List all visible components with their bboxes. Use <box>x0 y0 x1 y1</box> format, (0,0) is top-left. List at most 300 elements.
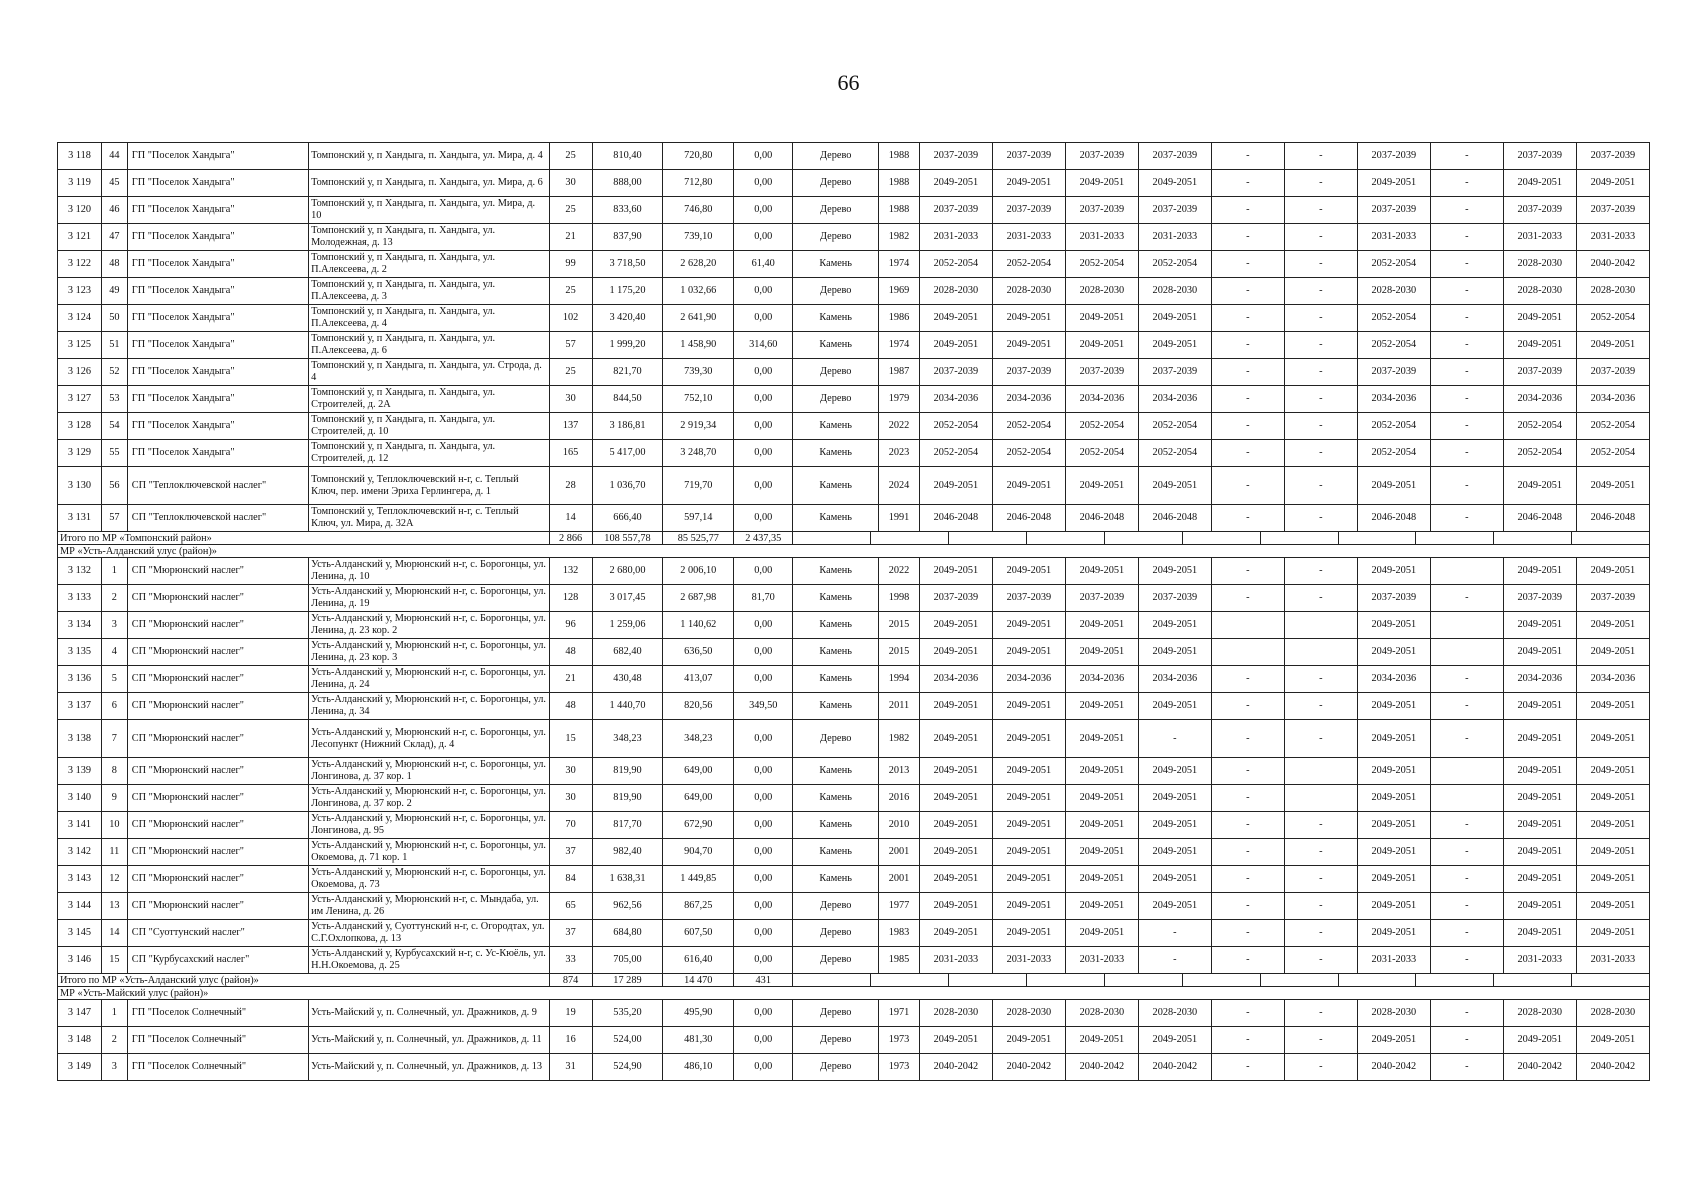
cell-repair-period-9: 2028-2030 <box>1503 251 1576 278</box>
cell-living-area: 348,23 <box>663 720 734 758</box>
cell-repair-period-5: - <box>1211 1000 1284 1027</box>
cell-item-number: 57 <box>102 505 128 532</box>
cell-repair-period-6 <box>1284 785 1357 812</box>
page-number: 66 <box>837 70 860 95</box>
cell-row-number: 3 140 <box>58 785 102 812</box>
cell-row-number: 3 138 <box>58 720 102 758</box>
cell-organization: ГП "Поселок Солнечный" <box>127 1027 308 1054</box>
cell-repair-period-3: 2031-2033 <box>1065 224 1138 251</box>
cell-repair-period-5: - <box>1211 758 1284 785</box>
cell-repair-period-5: - <box>1211 812 1284 839</box>
cell-repair-period-2: 2037-2039 <box>992 359 1065 386</box>
cell-wall-material: Камень <box>793 251 879 278</box>
cell-address: Томпонский у, п Хандыга, п. Хандыга, ул. П.Алексеева, д. 3 <box>309 278 549 305</box>
cell-repair-period-6: - <box>1284 224 1357 251</box>
cell-repair-period-3: 2049-2051 <box>1065 920 1138 947</box>
cell-repair-period-7: 2031-2033 <box>1357 947 1430 974</box>
cell-organization: СП "Мюрюнский наслег" <box>127 612 308 639</box>
cell-row-number: 3 130 <box>58 467 102 505</box>
cell-repair-period-2: 2052-2054 <box>992 413 1065 440</box>
cell-residents: 70 <box>549 812 592 839</box>
cell-repair-period-8: - <box>1430 666 1503 693</box>
cell-wall-material: Камень <box>793 332 879 359</box>
section-header-row <box>58 545 1650 558</box>
cell-repair-period-7: 2052-2054 <box>1357 332 1430 359</box>
cell-total-area: 5 417,00 <box>592 440 663 467</box>
cell-year-built: 1983 <box>879 920 920 947</box>
cell-repair-period-10: 2034-2036 <box>1576 386 1649 413</box>
cell-organization: СП "Теплоключевской наслег" <box>127 505 308 532</box>
cell-repair-period-9: 2049-2051 <box>1503 558 1576 585</box>
cell-repair-period-3: 2049-2051 <box>1065 170 1138 197</box>
section-title: МР «Усть-Майский улус (район)» <box>58 987 1650 1000</box>
cell-year-built: 1973 <box>879 1027 920 1054</box>
cell-repair-period-2: 2034-2036 <box>992 666 1065 693</box>
cell-repair-period-1: 2049-2051 <box>919 332 992 359</box>
subtotal-value: 14 470 <box>663 974 734 987</box>
cell-repair-period-6: - <box>1284 170 1357 197</box>
table-row <box>58 785 1650 812</box>
cell-repair-period-1: 2046-2048 <box>919 505 992 532</box>
cell-repair-period-7: 2049-2051 <box>1357 720 1430 758</box>
cell-living-area: 636,50 <box>663 639 734 666</box>
cell-address: Томпонский у, п Хандыга, п. Хандыга, ул. Строителей, д. 12 <box>309 440 549 467</box>
cell-repair-period-1: 2052-2054 <box>919 251 992 278</box>
cell-repair-period-5: - <box>1211 666 1284 693</box>
cell-repair-period-5: - <box>1211 693 1284 720</box>
cell-non-living-area: 0,00 <box>734 785 793 812</box>
cell-row-number: 3 134 <box>58 612 102 639</box>
subtotal-value: 17 289 <box>592 974 663 987</box>
cell-repair-period-5: - <box>1211 720 1284 758</box>
cell-repair-period-6: - <box>1284 812 1357 839</box>
cell-repair-period-6: - <box>1284 467 1357 505</box>
cell-living-area: 495,90 <box>663 1000 734 1027</box>
cell-item-number: 1 <box>102 1000 128 1027</box>
cell-address: Усть-Алданский у, Мюрюнский н-г, с. Борогонцы, ул. Окоемова, д. 71 кор. 1 <box>309 839 549 866</box>
cell-repair-period-2: 2049-2051 <box>992 639 1065 666</box>
cell-address: Усть-Алданский у, Мюрюнский н-г, с. Борогонцы, ул. Лесопункт (Нижний Склад), д. 4 <box>309 720 549 758</box>
cell-residents: 15 <box>549 720 592 758</box>
subtotal-value: 431 <box>734 974 793 987</box>
cell-repair-period-7: 2040-2042 <box>1357 1054 1430 1081</box>
cell-repair-period-8: - <box>1430 920 1503 947</box>
cell-repair-period-10: 2046-2048 <box>1576 505 1649 532</box>
cell-repair-period-4: 2037-2039 <box>1138 143 1211 170</box>
cell-total-area: 3 017,45 <box>592 585 663 612</box>
cell-total-area: 524,90 <box>592 1054 663 1081</box>
cell-repair-period-6: - <box>1284 1054 1357 1081</box>
cell-repair-period-3: 2052-2054 <box>1065 251 1138 278</box>
cell-repair-period-3: 2049-2051 <box>1065 1027 1138 1054</box>
cell-repair-period-6: - <box>1284 693 1357 720</box>
cell-wall-material: Дерево <box>793 224 879 251</box>
cell-organization: СП "Суоттунский наслег" <box>127 920 308 947</box>
cell-total-area: 1 175,20 <box>592 278 663 305</box>
cell-address: Усть-Алданский у, Мюрюнский н-г, с. Борогонцы, ул. Окоемова, д. 73 <box>309 866 549 893</box>
cell-repair-period-7: 2028-2030 <box>1357 278 1430 305</box>
cell-row-number: 3 147 <box>58 1000 102 1027</box>
cell-repair-period-7: 2037-2039 <box>1357 359 1430 386</box>
cell-repair-period-2: 2031-2033 <box>992 947 1065 974</box>
cell-repair-period-8: - <box>1430 866 1503 893</box>
cell-year-built: 2015 <box>879 612 920 639</box>
cell-item-number: 9 <box>102 785 128 812</box>
cell-item-number: 7 <box>102 720 128 758</box>
cell-row-number: 3 120 <box>58 197 102 224</box>
cell-row-number: 3 123 <box>58 278 102 305</box>
cell-item-number: 13 <box>102 893 128 920</box>
cell-repair-period-9: 2049-2051 <box>1503 720 1576 758</box>
cell-residents: 33 <box>549 947 592 974</box>
cell-repair-period-3: 2040-2042 <box>1065 1054 1138 1081</box>
cell-repair-period-1: 2049-2051 <box>919 785 992 812</box>
cell-living-area: 867,25 <box>663 893 734 920</box>
cell-non-living-area: 0,00 <box>734 467 793 505</box>
cell-repair-period-5: - <box>1211 947 1284 974</box>
cell-repair-period-7: 2034-2036 <box>1357 386 1430 413</box>
cell-repair-period-4: 2049-2051 <box>1138 866 1211 893</box>
cell-repair-period-9: 2037-2039 <box>1503 197 1576 224</box>
cell-non-living-area: 0,00 <box>734 359 793 386</box>
cell-total-area: 888,00 <box>592 170 663 197</box>
cell-row-number: 3 137 <box>58 693 102 720</box>
cell-residents: 19 <box>549 1000 592 1027</box>
cell-repair-period-8: - <box>1430 720 1503 758</box>
cell-repair-period-1: 2049-2051 <box>919 866 992 893</box>
cell-organization: ГП "Поселок Хандыга" <box>127 359 308 386</box>
cell-row-number: 3 144 <box>58 893 102 920</box>
cell-repair-period-2: 2049-2051 <box>992 467 1065 505</box>
cell-total-area: 2 680,00 <box>592 558 663 585</box>
table-row <box>58 639 1650 666</box>
cell-non-living-area: 0,00 <box>734 1027 793 1054</box>
cell-repair-period-6: - <box>1284 920 1357 947</box>
cell-organization: СП "Теплоключевской наслег" <box>127 467 308 505</box>
cell-item-number: 11 <box>102 839 128 866</box>
cell-wall-material: Дерево <box>793 197 879 224</box>
cell-wall-material: Дерево <box>793 359 879 386</box>
cell-repair-period-2: 2037-2039 <box>992 585 1065 612</box>
cell-repair-period-7: 2049-2051 <box>1357 920 1430 947</box>
cell-residents: 25 <box>549 359 592 386</box>
cell-repair-period-8: - <box>1430 359 1503 386</box>
cell-wall-material: Дерево <box>793 1027 879 1054</box>
cell-repair-period-4: 2049-2051 <box>1138 332 1211 359</box>
cell-repair-period-7: 2037-2039 <box>1357 197 1430 224</box>
cell-row-number: 3 124 <box>58 305 102 332</box>
cell-repair-period-2: 2049-2051 <box>992 785 1065 812</box>
cell-repair-period-3: 2046-2048 <box>1065 505 1138 532</box>
cell-repair-period-4: - <box>1138 920 1211 947</box>
cell-repair-period-2: 2040-2042 <box>992 1054 1065 1081</box>
cell-repair-period-3: 2052-2054 <box>1065 440 1138 467</box>
cell-repair-period-7: 2049-2051 <box>1357 693 1430 720</box>
cell-repair-period-3: 2049-2051 <box>1065 693 1138 720</box>
cell-repair-period-2: 2031-2033 <box>992 224 1065 251</box>
cell-living-area: 752,10 <box>663 386 734 413</box>
cell-repair-period-4: 2046-2048 <box>1138 505 1211 532</box>
cell-repair-period-3: 2037-2039 <box>1065 197 1138 224</box>
cell-organization: СП "Курбусахский наслег" <box>127 947 308 974</box>
cell-repair-period-3: 2049-2051 <box>1065 893 1138 920</box>
cell-repair-period-9: 2049-2051 <box>1503 1027 1576 1054</box>
cell-repair-period-4: 2028-2030 <box>1138 278 1211 305</box>
cell-year-built: 2022 <box>879 413 920 440</box>
cell-repair-period-9: 2034-2036 <box>1503 666 1576 693</box>
cell-living-area: 739,30 <box>663 359 734 386</box>
cell-repair-period-7: 2049-2051 <box>1357 639 1430 666</box>
cell-repair-period-1: 2049-2051 <box>919 758 992 785</box>
cell-wall-material: Камень <box>793 413 879 440</box>
table-row <box>58 866 1650 893</box>
cell-repair-period-9: 2049-2051 <box>1503 467 1576 505</box>
cell-repair-period-7: 2052-2054 <box>1357 251 1430 278</box>
cell-residents: 30 <box>549 785 592 812</box>
cell-repair-period-8 <box>1430 785 1503 812</box>
cell-residents: 128 <box>549 585 592 612</box>
cell-repair-period-5: - <box>1211 359 1284 386</box>
cell-non-living-area: 0,00 <box>734 1054 793 1081</box>
cell-address: Усть-Алданский у, Мюрюнский н-г, с. Мындаба, ул. им Ленина, д. 26 <box>309 893 549 920</box>
table-row <box>58 812 1650 839</box>
cell-repair-period-6: - <box>1284 359 1357 386</box>
cell-repair-period-10: 2049-2051 <box>1576 720 1649 758</box>
cell-repair-period-7: 2037-2039 <box>1357 585 1430 612</box>
cell-organization: СП "Мюрюнский наслег" <box>127 558 308 585</box>
cell-item-number: 1 <box>102 558 128 585</box>
cell-repair-period-8: - <box>1430 893 1503 920</box>
cell-repair-period-4: 2040-2042 <box>1138 1054 1211 1081</box>
cell-repair-period-2: 2028-2030 <box>992 1000 1065 1027</box>
cell-residents: 37 <box>549 839 592 866</box>
cell-repair-period-7: 2031-2033 <box>1357 224 1430 251</box>
cell-repair-period-5: - <box>1211 413 1284 440</box>
cell-living-area: 1 449,85 <box>663 866 734 893</box>
cell-repair-period-9: 2049-2051 <box>1503 866 1576 893</box>
cell-repair-period-10: 2052-2054 <box>1576 305 1649 332</box>
cell-row-number: 3 136 <box>58 666 102 693</box>
cell-total-area: 1 259,06 <box>592 612 663 639</box>
cell-living-area: 413,07 <box>663 666 734 693</box>
cell-repair-period-4: 2052-2054 <box>1138 440 1211 467</box>
cell-repair-period-10: 2037-2039 <box>1576 143 1649 170</box>
cell-repair-period-7: 2052-2054 <box>1357 413 1430 440</box>
cell-wall-material: Камень <box>793 612 879 639</box>
cell-repair-period-4: 2049-2051 <box>1138 467 1211 505</box>
cell-repair-period-9: 2049-2051 <box>1503 305 1576 332</box>
table-row <box>58 386 1650 413</box>
cell-year-built: 1973 <box>879 1054 920 1081</box>
cell-living-area: 739,10 <box>663 224 734 251</box>
cell-living-area: 672,90 <box>663 812 734 839</box>
cell-non-living-area: 0,00 <box>734 278 793 305</box>
cell-repair-period-7: 2049-2051 <box>1357 866 1430 893</box>
cell-address: Томпонский у, п Хандыга, п. Хандыга, ул. Молодежная, д. 13 <box>309 224 549 251</box>
cell-item-number: 52 <box>102 359 128 386</box>
cell-non-living-area: 0,00 <box>734 666 793 693</box>
cell-repair-period-6 <box>1284 758 1357 785</box>
cell-repair-period-1: 2049-2051 <box>919 305 992 332</box>
cell-repair-period-1: 2040-2042 <box>919 1054 992 1081</box>
cell-repair-period-4: 2037-2039 <box>1138 197 1211 224</box>
table-row <box>58 585 1650 612</box>
cell-repair-period-1: 2034-2036 <box>919 386 992 413</box>
cell-row-number: 3 121 <box>58 224 102 251</box>
cell-total-area: 3 718,50 <box>592 251 663 278</box>
cell-repair-period-8: - <box>1430 947 1503 974</box>
subtotal-label: Итого по МР «Усть-Алданский улус (район)» <box>58 974 550 987</box>
cell-repair-period-4: 2049-2051 <box>1138 693 1211 720</box>
cell-total-area: 1 638,31 <box>592 866 663 893</box>
cell-repair-period-4: 2049-2051 <box>1138 305 1211 332</box>
cell-year-built: 1977 <box>879 893 920 920</box>
cell-organization: СП "Мюрюнский наслег" <box>127 666 308 693</box>
cell-total-area: 1 036,70 <box>592 467 663 505</box>
cell-item-number: 2 <box>102 585 128 612</box>
cell-repair-period-8 <box>1430 612 1503 639</box>
cell-repair-period-3: 2049-2051 <box>1065 812 1138 839</box>
cell-address: Усть-Алданский у, Мюрюнский н-г, с. Борогонцы, ул. Лонгинова, д. 37 кор. 1 <box>309 758 549 785</box>
subtotal-value: 874 <box>549 974 592 987</box>
cell-item-number: 49 <box>102 278 128 305</box>
cell-repair-period-2: 2052-2054 <box>992 251 1065 278</box>
cell-repair-period-3: 2049-2051 <box>1065 758 1138 785</box>
cell-item-number: 12 <box>102 866 128 893</box>
cell-row-number: 3 118 <box>58 143 102 170</box>
cell-organization: ГП "Поселок Хандыга" <box>127 305 308 332</box>
cell-repair-period-4: 2049-2051 <box>1138 785 1211 812</box>
cell-wall-material: Камень <box>793 866 879 893</box>
cell-residents: 25 <box>549 278 592 305</box>
table-row <box>58 558 1650 585</box>
cell-item-number: 10 <box>102 812 128 839</box>
subtotal-empty-cells <box>793 532 1650 545</box>
cell-repair-period-2: 2049-2051 <box>992 893 1065 920</box>
cell-repair-period-4: 2052-2054 <box>1138 251 1211 278</box>
cell-repair-period-8: - <box>1430 386 1503 413</box>
cell-total-area: 821,70 <box>592 359 663 386</box>
cell-repair-period-6: - <box>1284 893 1357 920</box>
cell-repair-period-9: 2031-2033 <box>1503 947 1576 974</box>
cell-repair-period-8: - <box>1430 505 1503 532</box>
cell-living-area: 616,40 <box>663 947 734 974</box>
cell-repair-period-7: 2049-2051 <box>1357 758 1430 785</box>
cell-repair-period-3: 2049-2051 <box>1065 332 1138 359</box>
cell-repair-period-3: 2049-2051 <box>1065 467 1138 505</box>
cell-organization: СП "Мюрюнский наслег" <box>127 785 308 812</box>
cell-item-number: 50 <box>102 305 128 332</box>
cell-repair-period-4: 2049-2051 <box>1138 812 1211 839</box>
table-row <box>58 224 1650 251</box>
cell-total-area: 666,40 <box>592 505 663 532</box>
cell-year-built: 2024 <box>879 467 920 505</box>
cell-repair-period-2: 2049-2051 <box>992 758 1065 785</box>
cell-repair-period-5: - <box>1211 143 1284 170</box>
cell-repair-period-5: - <box>1211 224 1284 251</box>
cell-wall-material: Камень <box>793 785 879 812</box>
cell-non-living-area: 0,00 <box>734 920 793 947</box>
cell-address: Усть-Алданский у, Мюрюнский н-г, с. Борогонцы, ул. Лонгинова, д. 37 кор. 2 <box>309 785 549 812</box>
cell-year-built: 1979 <box>879 386 920 413</box>
cell-non-living-area: 0,00 <box>734 839 793 866</box>
cell-repair-period-5: - <box>1211 197 1284 224</box>
cell-total-area: 833,60 <box>592 197 663 224</box>
cell-wall-material: Дерево <box>793 1000 879 1027</box>
cell-repair-period-5: - <box>1211 1027 1284 1054</box>
cell-repair-period-6: - <box>1284 386 1357 413</box>
cell-organization: СП "Мюрюнский наслег" <box>127 893 308 920</box>
cell-repair-period-6: - <box>1284 1027 1357 1054</box>
cell-repair-period-4: 2034-2036 <box>1138 666 1211 693</box>
cell-total-area: 819,90 <box>592 785 663 812</box>
cell-repair-period-3: 2049-2051 <box>1065 639 1138 666</box>
table-row <box>58 440 1650 467</box>
cell-repair-period-2: 2052-2054 <box>992 440 1065 467</box>
cell-living-area: 746,80 <box>663 197 734 224</box>
cell-item-number: 54 <box>102 413 128 440</box>
cell-residents: 28 <box>549 467 592 505</box>
cell-address: Томпонский у, п Хандыга, п. Хандыга, ул. Строителей, д. 10 <box>309 413 549 440</box>
cell-residents: 57 <box>549 332 592 359</box>
cell-residents: 84 <box>549 866 592 893</box>
cell-row-number: 3 125 <box>58 332 102 359</box>
cell-organization: СП "Мюрюнский наслег" <box>127 639 308 666</box>
cell-repair-period-7: 2052-2054 <box>1357 305 1430 332</box>
cell-repair-period-6: - <box>1284 866 1357 893</box>
cell-repair-period-9: 2031-2033 <box>1503 224 1576 251</box>
cell-repair-period-10: 2049-2051 <box>1576 170 1649 197</box>
cell-address: Томпонский у, п Хандыга, п. Хандыга, ул. Мира, д. 4 <box>309 143 549 170</box>
cell-repair-period-4: 2049-2051 <box>1138 612 1211 639</box>
cell-repair-period-10: 2028-2030 <box>1576 278 1649 305</box>
cell-repair-period-6: - <box>1284 440 1357 467</box>
cell-residents: 30 <box>549 386 592 413</box>
cell-repair-period-3: 2049-2051 <box>1065 558 1138 585</box>
table-body <box>58 143 1650 1081</box>
table-row <box>58 693 1650 720</box>
table-row <box>58 467 1650 505</box>
cell-living-area: 2 919,34 <box>663 413 734 440</box>
cell-repair-period-2: 2037-2039 <box>992 197 1065 224</box>
cell-repair-period-1: 2049-2051 <box>919 170 992 197</box>
cell-repair-period-10: 2049-2051 <box>1576 758 1649 785</box>
cell-repair-period-2: 2037-2039 <box>992 143 1065 170</box>
cell-row-number: 3 143 <box>58 866 102 893</box>
cell-organization: ГП "Поселок Хандыга" <box>127 197 308 224</box>
cell-living-area: 820,56 <box>663 693 734 720</box>
cell-wall-material: Камень <box>793 666 879 693</box>
cell-repair-period-8: - <box>1430 467 1503 505</box>
cell-organization: ГП "Поселок Хандыга" <box>127 332 308 359</box>
cell-address: Томпонский у, п Хандыга, п. Хандыга, ул. П.Алексеева, д. 2 <box>309 251 549 278</box>
cell-repair-period-1: 2037-2039 <box>919 143 992 170</box>
cell-repair-period-10: 2031-2033 <box>1576 224 1649 251</box>
cell-repair-period-1: 2049-2051 <box>919 920 992 947</box>
cell-address: Томпонский у, п Хандыга, п. Хандыга, ул. П.Алексеева, д. 4 <box>309 305 549 332</box>
cell-repair-period-9: 2049-2051 <box>1503 170 1576 197</box>
cell-repair-period-6: - <box>1284 197 1357 224</box>
cell-living-area: 1 458,90 <box>663 332 734 359</box>
cell-living-area: 1 140,62 <box>663 612 734 639</box>
cell-repair-period-6: - <box>1284 947 1357 974</box>
cell-repair-period-8: - <box>1430 1054 1503 1081</box>
cell-repair-period-8: - <box>1430 197 1503 224</box>
cell-repair-period-8: - <box>1430 143 1503 170</box>
cell-repair-period-3: 2049-2051 <box>1065 839 1138 866</box>
cell-repair-period-8: - <box>1430 693 1503 720</box>
cell-year-built: 2001 <box>879 839 920 866</box>
